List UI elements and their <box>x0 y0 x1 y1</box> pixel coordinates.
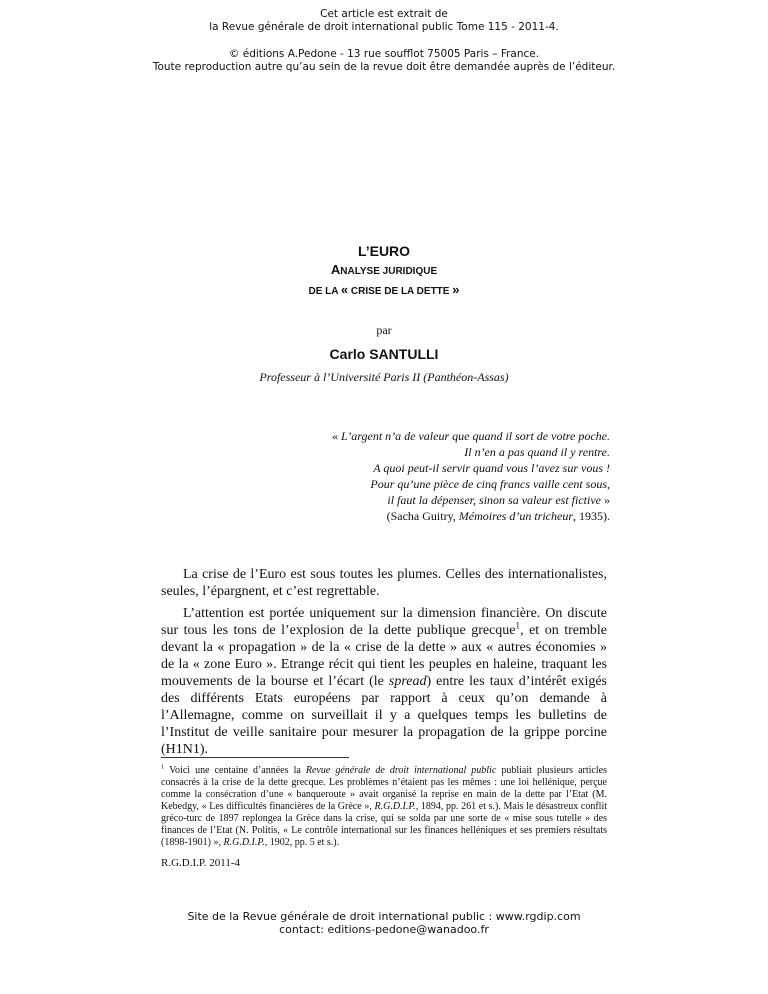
header-line-4: Toute reproduction autre qu’au sein de la revue doit être demandée auprès de l’éditeur. <box>152 61 616 73</box>
header-line-1: Cet article est extrait de <box>320 8 448 20</box>
subtitle-2-quote-close: » <box>452 282 460 297</box>
author-affiliation: Professeur à l’Université Paris II (Panthéon-Assas) <box>259 370 509 384</box>
footnote-separator <box>161 757 349 758</box>
epigraph-line-4: Pour qu’une pièce de cinq francs vaille cent sous, <box>370 477 610 491</box>
subtitle-2a: DE LA <box>308 286 341 297</box>
epigraph <box>332 428 610 524</box>
footer-line-2: contact: editions-pedone@wanadoo.fr <box>279 923 489 936</box>
footnote-number: 1 <box>161 763 165 771</box>
epigraph-line-1: « L’argent n’a de valeur que quand il sort de votre poche. <box>332 429 610 443</box>
paragraph-2: L’attention est portée uniquement sur la dimension financière. On discute sur tous les tons de l’explosion de la dette publique grecque$^1$, et on tremble devant la « propagation » de la « crise de la dette » aux « autres économies » de la « zone Euro ». Etrange récit qui tient les peuples en haleine, traquant les mouvements de la bourse et l’écart (le spread) entre les taux d’intérêt exigés des différents Etats européens par rapport à ceux qu’on demande à l’Allemagne, comme on surveillait il y a quelques temps les bulletins de l’Institut de veille sanitaire pour mesurer la propagation de la grippe porcine (H1N1). <box>161 606 607 757</box>
paragraph-1: La crise de l’Euro est sous toutes les plumes. Celles des internationalistes, seules, l’épargnent, et c’est regrettable. <box>161 567 607 599</box>
byline-par: par <box>376 323 392 337</box>
article-subtitle-1 <box>0 262 768 277</box>
footnote-1: $^1$ Voici une centaine d’années la Revue générale de droit international public publiait plusieurs articles consacrés à la crise de la dette grecque. Les problèmes n’étaient pas les mêmes : une loi hellénique, perçue comme la consécration d’une « banqueroute » avait organisé la reprise en main de la dette par l’Etat (M. Kebedgy, « Les difficultés financières de la Grèce », R.G.D.I.P., 1894, pp. 261 et s.). Mais le désastreux conflit gréco-turc de 1897 replongea la Grèce dans la crise, qui se solda par une sorte de « mise sous tutelle » des finances de l’Etat (N. Politis, « Le contrôle international sur les finances helléniques et ses premiers résultats (1898-1901) », R.G.D.I.P., 1902, pp. 5 et s.). <box>161 763 607 848</box>
subtitle-initial: A <box>330 262 341 277</box>
epigraph-line-2: Il n’en a pas quand il y rentre. <box>464 445 610 459</box>
subtitle-2b: CRISE DE LA DETTE <box>348 286 453 297</box>
subtitle-rest: NALYSE JURIDIQUE <box>340 266 438 277</box>
epigraph-line-3: A quoi peut-il servir quand vous l’avez sur vous ! <box>373 461 610 475</box>
header-notice <box>0 8 768 34</box>
header-copyright <box>0 48 768 74</box>
article-subtitle-2 <box>0 282 768 297</box>
footnote-ref-1[interactable]: 1 <box>515 620 521 631</box>
header-line-3: © éditions A.Pedone - 13 rue soufflot 75005 Paris – France. <box>228 48 540 60</box>
footer <box>0 910 768 936</box>
journal-reference: R.G.D.I.P. 2011-4 <box>161 857 241 869</box>
footer-line-1: Site de la Revue générale de droit international public : www.rgdip.com <box>187 910 581 923</box>
subtitle-2-quote-open: « <box>340 282 349 297</box>
article-title: L’EURO <box>357 243 411 259</box>
article-body <box>161 566 607 763</box>
epigraph-line-5: il faut la dépenser, sinon sa valeur est fictive » <box>387 493 610 507</box>
epigraph-attribution: (Sacha Guitry, Mémoires d’un tricheur, 1935). <box>386 509 610 523</box>
header-line-2: la Revue générale de droit international public Tome 115 - 2011-4. <box>209 21 559 33</box>
author-name: Carlo SANTULLI <box>329 346 439 362</box>
